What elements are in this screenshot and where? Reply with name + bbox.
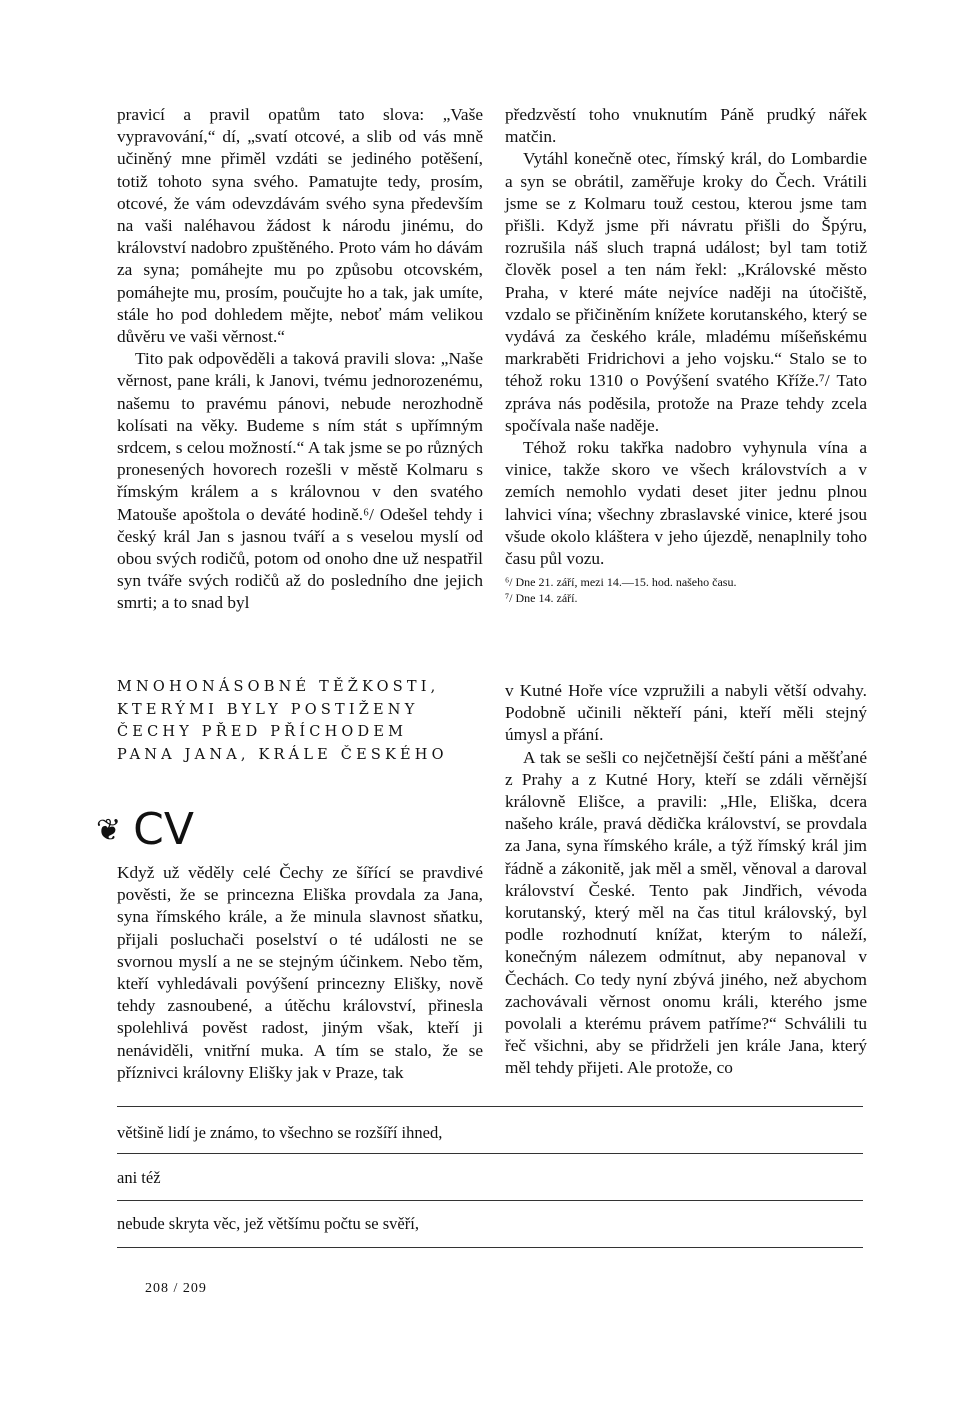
divider [117,1247,863,1248]
page-number: 208 / 209 [145,1281,207,1296]
bottom-right-column [505,680,867,1080]
chapter-heading-line: MNOHONÁSOBNÉ TĚŽKOSTI, [117,679,440,695]
top-left-column [117,104,483,615]
top-right-column [505,104,867,606]
paragraph: v Kutné Hoře více vzpružili a nabyli větší odvahy. Podobně učinili někteří páni, kteří měli stejný úmysl a přání. [505,681,867,745]
divider [117,1106,863,1107]
chapter-heading-line: ČECHY PŘED PŘÍCHODEM [117,724,408,740]
fill-in-line: nebude skryta věc, jež většímu počtu se svěří, [117,1214,419,1233]
divider [117,1153,863,1154]
footnote: ⁷/ Dne 14. září. [505,591,578,606]
chapter-heading [117,676,483,766]
ornament-icon: ❦ [96,813,122,848]
paragraph: Vytáhl konečně otec, římský král, do Lombardie a syn se obrátil, zaměřuje kroky do Čech. Vrátili jsme se z Kolmaru touž cestou, kterou jsme tam přišli. Když jsme při návratu přišli do Špýru, rozrušila náš sluch trapná událost; byl tam totiž člověk posel a ten nám řekl: „Královské město Praha, v které máte nejvíce naději na útočiště, vzdalo se přičiněním knížete korutanského, který se vydává za českého krále, mladému míšeňskému markraběti Fridrichovi a jeho vojsku.“ Stalo se to téhož roku 1310 o Povýšení svatého Kříže.⁷/ Tato zpráva nás poděsila, protože na Praze tehdy zcela spočívala naše naděje. [505,149,867,435]
paragraph: A tak se sešli co nejčetnější čeští páni a měšťané z Prahy a z Kutné Hory, kteří se zdáli věrnější královně Elišce, a pravili: „Hle, Eliška, dcera našeho krále, pravá dědička království, se provdala za Jana, syna římského krále, a týž římský král jim řádně a zákonitě, jak měl a směl, věnoval a daroval království České. Tento pak Jindřich, vévoda korutanský, který měl na čas titul královský, byl podle rozhodnutí knížat, kterým to náleží, konečným nálezem odmítnut, aby nepanoval v Čechách. Co tedy nyní zbývá jiného, než abychom zachovávali věrnost onomu králi, kterého jsme povolali a kterému právem patříme?“ Schválili tu řeč všichni, aby se přidrželi jen krále Jana, který měl tehdy přijeti. Ale protože, co [505,747,867,1078]
bottom-left-column [117,862,483,1084]
chapter-number [96,805,194,856]
paragraph: předzvěstí toho vnuknutím Páně prudký nářek matčin. [505,105,867,147]
paragraph: Tito pak odpověděli a taková pravili slova: „Naše věrnost, pane králi, k Janovi, tvému jednorozenému, našemu to pravému pánovi, nebude nerozhodně kolísati na věky. Budeme s ním stát s upřímným srdcem, s celou možností.“ A tak jsme se po různých pronesených hovorech rozešli v městě Kolmaru s římským králem a s královnou v den svatého Matouše apoštola o deváté hodině.⁶/ Odešel tehdy i český král Jan s jasnou tváří a s veselou myslí od obou svých rodičů, potom od onoho dne už nespatřil syn tváře svých rodičů až do posledního dne jejich smrti; a to snad byl [117,349,483,613]
chapter-heading-line: PANA JANA, KRÁLE ČESKÉHO [117,746,448,763]
paragraph: pravicí a pravil opatům tato slova: „Vaše vypravování,“ dí, „svatí otcové, a slib od vás mně učiněný mne přiměl vzdáti se jediného potěšení, totiž tohoto syna svého. Pamatujte tedy, prosím, otcové, že vám odevzdávám svého syna především na vaši naléhavou žádost k národu jinému, do království nadobro zpuštěného. Proto vám ho dávám za syna; pomáhejte mu po způsobu otcovském, pomáhejte mu, prosím, poučujte ho a tak, jak umíte, stále ho pod dohledem mějte, neboť mám velikou důvěru ve vaši věrnost.“ [117,105,483,347]
paragraph: Téhož roku takřka nadobro vyhynula vína a vinice, takže skoro ve všech královstvích a v zemích nemohlo vydati deset jiter jednu plnou lahvici vína; všechny zbraslavské vinice, které jsou všude okolo kláštera v jeho újezdě, nenaplnily toho času půl vozu. [505,438,867,569]
fill-in-line: většině lidí je známo, to všechno se rozšíří ihned, [117,1123,443,1142]
fill-in-line: ani též [117,1168,161,1187]
footnote: ⁶/ Dne 21. září, mezi 14.—15. hod. našeho času. [505,575,737,590]
chapter-heading-line: KTERÝMI BYLY POSTIŽENY [117,701,419,718]
footnotes [505,574,867,606]
chapter-number-text: CV [133,804,194,855]
divider [117,1200,863,1201]
paragraph: Když už věděly celé Čechy ze šířící se pravdivé pověsti, že se princezna Eliška provdala za Jana, syna římského krále, a že minula slavnost sňatku, přijali posluchači poselství o té události ne se svornou myslí a ne se stejným účinkem. Nebo těm, kteří vyhledávali povýšení princezny Elišky, nově tehdy zasnoubené, a útěchu království, přinesla spolehlivá pověst radost, jiným však, kteří ji nenáviděli, vnitřní muka. A tím se stalo, že se příznivci královny Elišky jak v Praze, tak [117,863,483,1082]
